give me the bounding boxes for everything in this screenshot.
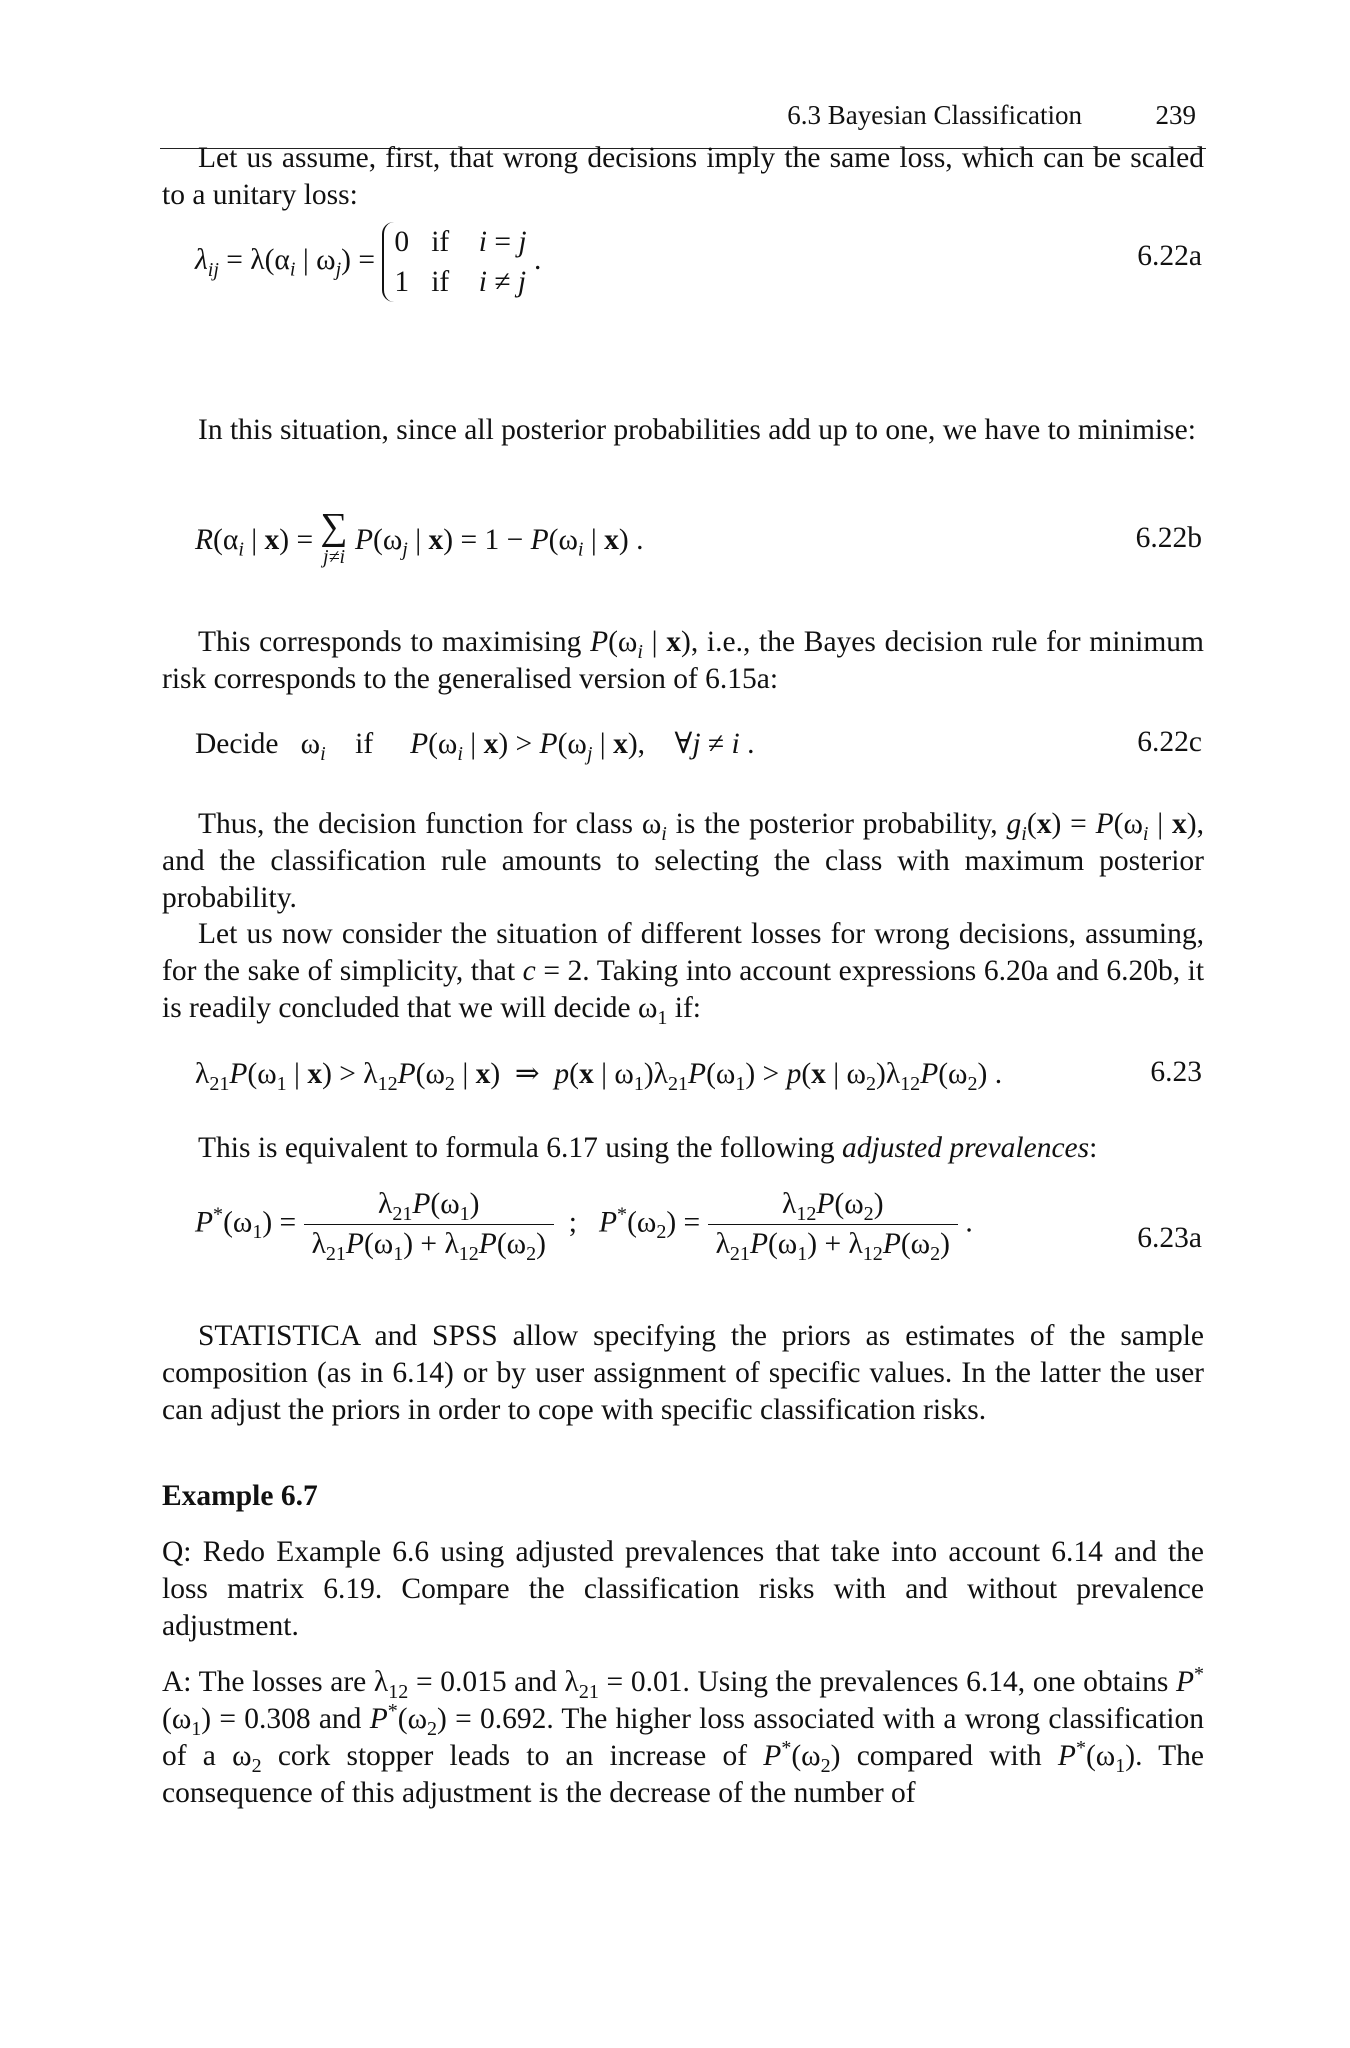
text-run: Taking into account expressions 6.20a and 6.20b, it is readily concluded that we will decide <box>162 955 1205 1024</box>
paragraph-different-losses: Let us now consider the situation of different losses for wrong decisions, assuming, for the sake of simplicity, that c = 2. Taking into account expressions 6.20a and 6.20b, it is readily concluded that we will decide $\omega_1$ if: <box>162 918 1205 1029</box>
question-text: Q: Redo Example 6.6 using adjusted prevalences that take into account 6.14 and the loss matrix 6.19. Compare the classification risks with and without prevalence adjustment. <box>162 1536 1204 1642</box>
equation-number: 6.22b <box>1135 522 1202 554</box>
text-run: A: The losses are <box>162 1666 367 1698</box>
paragraph-maximising: This corresponds to maximising $P(\omega_i$ | x), i.e., the Bayes decision rule for minimum risk corresponds to the generalised version of 6.15a: <box>162 626 1205 695</box>
equation-6-22a: $\lambda_{ij} = \lambda(\alpha_i$ | $\omega_j) = 0$ if i = j 1 if i ≠ j . <box>195 222 541 302</box>
equation-number: 6.22a <box>1137 240 1202 272</box>
equation-number: 6.23 <box>1150 1056 1202 1088</box>
paragraph-text: STATISTICA and SPSS allow specifying the priors as estimates of the sample composition (as in 6.14) or by user assignment of specific values. In the latter the user can adjust the priors in order to cope with specific classification risks. <box>162 1320 1204 1426</box>
text-run: compared with <box>856 1740 1042 1772</box>
paragraph-text: Let us assume, first, that wrong decisions imply the same loss, which can be scaled to a unitary loss: <box>162 142 1204 211</box>
decide-word: Decide <box>195 728 279 760</box>
text-run: cork stopper leads to an increase of <box>277 1740 748 1772</box>
page-number: 239 <box>1155 100 1196 130</box>
equation-number: 6.23a <box>1137 1222 1202 1254</box>
text-run: = 2. <box>543 955 590 987</box>
text-run: , i.e., the Bayes decision rule for minimum risk corresponds to the generalised version of 6.15a: <box>162 626 1205 695</box>
text-run: Thus, the decision function for class <box>198 808 633 840</box>
text-run: Let us now consider the situation of different losses for wrong decisions, assuming, for the sake of simplicity, that <box>162 918 1204 987</box>
example-answer: A: The losses are $\lambda_{12} = 0.015$ and $\lambda_{21} = 0.01$. Using the prevalences 6.14, one obtains $P^*(\omega_1) = 0.308$ and $P^*(\omega_2) = 0.692$. The higher loss associated with a wrong classification of a $\omega_2$ cork stopper leads to an increase of $P^*(\omega_2)$ compared with $P^*(\omega_1)$. The consequence of this adjustment is the decrease of the number of <box>162 1663 1205 1809</box>
header-section-title: 6.3 Bayesian Classification <box>787 100 1082 130</box>
paragraph-minimise <box>162 412 1204 449</box>
text-run: = 0.01. Using the prevalences 6.14, one obtains <box>606 1666 1169 1698</box>
text-run: is the posterior probability, <box>675 808 998 840</box>
text-run: = 0.015 and <box>415 1666 557 1698</box>
cases-brace: 0 if i = j 1 if i ≠ j <box>382 222 526 302</box>
text-run: : <box>1089 1132 1098 1164</box>
text-run: if: <box>674 992 701 1024</box>
if-word: if <box>355 728 374 760</box>
equation-number: 6.22c <box>1137 726 1202 758</box>
fraction-p-star-1: $\frac{\lambda_{21}P(\omega_1)}{\lambda_{21}P(\omega_1) + \lambda_{12}P(\omega_2)}$ <box>304 1188 554 1261</box>
text-run: , and the classification rule amounts to selecting the class with maximum posterior probability. <box>162 808 1204 914</box>
text-run: . The consequence of this adjustment is the decrease of the number of <box>162 1740 1205 1809</box>
paragraph-text: In this situation, since all posterior probabilities add up to one, we have to minimise: <box>198 414 1196 446</box>
example-question <box>162 1534 1204 1645</box>
text-run: = 0.692. The higher loss associated with a wrong classification of a <box>162 1703 1205 1772</box>
text-run: This corresponds to maximising <box>198 626 582 658</box>
equation-6-23a: $P^*(\omega_1)$ = $\frac{\lambda_{21}P(\omega_1)}{\lambda_{21}P(\omega_1) + \lambda_{12}P(\omega_2)}$ ; $P^*(\omega_2)$ = $\frac{\lambda_{12}P(\omega_2)}{\lambda_{21}P(\omega_1) + \lambda_{12}P(\omega_2)}$ . <box>195 1188 973 1265</box>
paragraph-statistica-spss <box>162 1318 1204 1429</box>
text-run: = 0.308 and <box>219 1703 362 1735</box>
emphasis-adjusted-prevalences: adjusted prevalences <box>842 1132 1090 1164</box>
equation-6-23: $\lambda_{21}P(\omega_1$ | $x) > \lambda_{12}P(\omega_2$ | x) ⇒ p(x | $\omega_1)\lambda_{21}P(\omega_1) > p(x$ | $\omega_2)\lambda_{12}P(\omega_2)$ . <box>195 1058 1003 1095</box>
equation-6-22b: $R(\alpha_i$ | x) = ∑ j≠i $P(\omega_j$ | $x) = 1 - P(\omega_i$ | x) . <box>195 512 643 572</box>
paragraph-unitary-loss <box>162 140 1204 214</box>
equation-6-22c: Decide $\omega_i$ if $P(\omega_i$ | $x) > P(\omega_j$ | x), ∀j ≠ i . <box>195 728 755 765</box>
paragraph-adjusted-prevalences <box>162 1130 1204 1167</box>
paragraph-decision-function: Thus, the decision function for class $\omega_i$ is the posterior probability, $g_i(x) = P(\omega_i$ | x), and the classification rule amounts to selecting the class with maximum posterior probability. <box>162 808 1204 914</box>
text-run: This is equivalent to formula 6.17 using the following <box>198 1132 835 1164</box>
summation-operator: ∑ j≠i <box>320 506 348 568</box>
fraction-p-star-2: $\frac{\lambda_{12}P(\omega_2)}{\lambda_{21}P(\omega_1) + \lambda_{12}P(\omega_2)}$ <box>708 1188 958 1261</box>
example-heading: Example 6.7 <box>162 1480 318 1512</box>
